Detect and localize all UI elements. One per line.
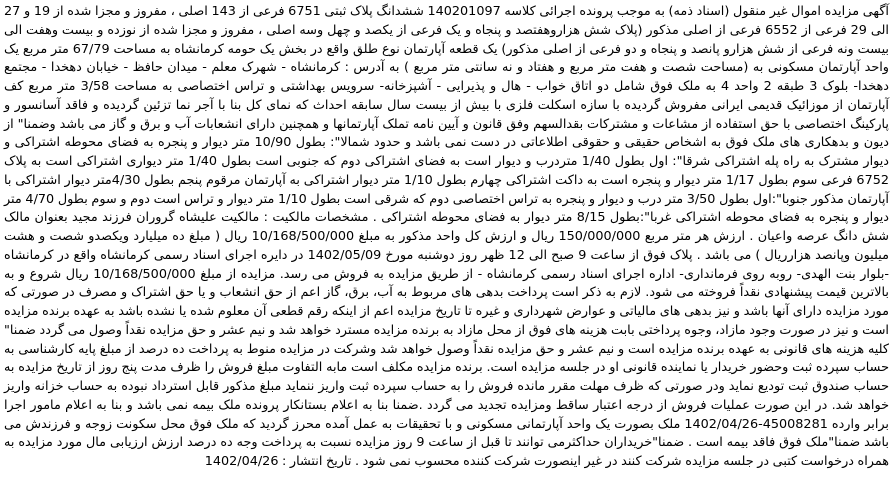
notice-body-text: آگهی مزایده اموال غیر منقول (اسناد ذمه) به موجب پرونده اجرائی کلاسه 140201097 ششدانگ پلاک ثبتی 6751 فرعی از 143 اصلی ، مفروز و مجزا شده از 19 و 27 الی 29 فرعی از 6552 فرعی از اصلی مذکور (پلاک شش هزاروهفتصد و پنجاه و یک فرعی از یکصد و چهل وسه اصلی ، مفروز و مجزا شده از نوزده و بیست وهفت الی بیست ونه فرعی از شش هزارو پانصد و پنجاه و دو فرعی از اصلی مذکور) یک قطعه آپارتمان نوع طلق واقع در بخش یک حومه کرمانشاه به مساحت 67/79 متر مربع یک واحد آپارتمان مسکونی به (مساحت شصت و هفت متر مربع و هفتاد و نه سانتی متر مربع ) به آدرس : کرمانشاه - شهرک معلم - میدان حافظ - خیابان دهخدا - مجتمع دهخدا- بلوک 3 طبقه 2 واحد 4 به ملک فوق شامل دو اتاق خواب - هال و پذیرایی - آشپزخانه- سرویس بهداشتی و تراس اختصاصی به مساحت 3/58 متر مربع کف آپارتمان از موزائیک قدیمی ایرانی مفروش گردیده با سازه اسکلت فلزی با بیش از بیست سال سابقه احداث که نمای کل بنا با آجر نما تزئین گردیده و فاقد آسانسور و پارکینگ اختصاصی با حق استفاده از مشاعات و مشترکات بقدالسهم وفق قانون و آیین نامه تملک آپارتمانها و همچنین دارای انشعابات آب و برق و گاز می باشد وضمنا" از دیون و بدهکاری های ملک فوق به اشخاص حقیقی و حقوقی اطلاعاتی در دست نمی باشد و حدود شمالا": بطول 10/90 متر دیوار و پنجره به فضای محوطه اشتراکی و دیوار مشترک به راه پله اشتراکی شرقا": اول بطول 1/40 متردرب و دیوار است به فضای اشتراکی دوم که جنوبی است بطول 1/40 متر دیواری اشتراکی است به پلاک 6752 فرعی سوم بطول 1/17 متر دیوار و پنجره است به داکت اشتراکی چهارم بطول 1/10 متر دیوار اشتراکی به آپارتمان مرقوم پنجم بطول 4/30متر دیوار اشتراکی با آپارتمان مذکور جنوبا":اول بطول 3/50 متر درب و دیوار و پنجره به تراس اختصاصی دوم که شرقی است بطول 1/10 متر دیوار و تراس است دوم و سوم بطول 4/70 متر دیوار و پنجره به فضای محوطه اشتراکی غربا":بطول 8/15 متر دیوار به فضای محوطه اشتراکی . مشخصات مالکیت : مالکیت علیشاه گروران فرزند مجید بعنوان مالک شش دانگ عرصه واعیان . ارزش هر متر مربع 150/000/000 ریال و ارزش کل واحد مذکور به مبلغ 10/168/500/000 ریال ( مبلغ ده میلیارد ویکصدو شصت و هشت میلیون وپانصد هزارریال ) می باشد . پلاک فوق از ساعت 9 صبح الی 12 ظهر روز دوشنبه مورخ 1402/05/09 در دایره اجرای اسناد رسمی کرمانشاه واقع در کرمانشاه -بلوار بنت الهدی- روبه روی فرمانداری- اداره اجرای اسناد رسمی کرمانشاه - از طریق مزایده به فروش می رسد. مزایده از مبلغ 10/168/500/000 ریال شروع و به بالاترین قیمت پیشنهادی نقداً فروخته می شود. لازم به ذکر است پرداخت بدهی های مربوط به آب، برق، گاز اعم از حق انشعاب و یا حق اشتراک و مصرف در صورتی که مورد مزایده دارای آنها باشد و نیز بدهی های مالیاتی و عوارض شهرداری و غیره تا تاریخ مزایده اعم از اینکه رقم قطعی آن معلوم شده یا نشده باشد به عهده برنده مزایده است و نیز در صورت وجود مازاد، وجوه پرداختی بابت هزینه های فوق از محل مازاد به برنده مزایده مسترد خواهد شد و نیم عشر و حق مزایده نقداً وصول می گردد ضمنا" کلیه هزینه های قانونی به عهده برنده مزایده است و نیم عشر و حق مزایده نقداً وصول خواهد شد وشرکت در مزایده منوط به پرداخت ده درصد از مبلغ پایه کارشناسی به حساب سپرده ثبت وحضور خریدار یا نماینده قانونی او در جلسه مزایده است. برنده مزایده مکلف است مابه التفاوت مبلغ فروش را ظرف مدت پنج روز از تاریخ مزایده به حساب صندوق ثبت تودیع نماید ودر صورتی که ظرف مهلت مقرر مانده فروش را به حساب سپرده ثبت واریز ننماید مبلغ مذکور قابل استرداد نبوده به حساب خزانه واریز خواهد شد. در این صورت عملیات فروش از درجه اعتبار ساقط ومزایده تجدید می گردد .ضمنا بنا به اعلام بستانکار پرونده ملک بیمه نمی باشد و بنا به اعلام مامور اجرا برابر وارده 45008281-1402/04/26 ملک بصورت یک واحد آپارتمانی مسکونی و با تحقیقات به عمل آمده محرز گردید که ملک فوق محل سکونت زوجه و فرزندش می باشد ضمنا"ملک فوق فاقد بیمه است . ضمنا"خریداران حداکثرمی توانند تا قبل از ساعت 9 روز مزایده نسبت به پرداخت وجه ده درصد ارزش ارزیابی مال مورد مزایده به همراه درخواست کتبی در جلسه مزایده شرکت کنند در غیر اینصورت شرکت کننده محسوب نمی شود . تاریخ انتشار : 1402/04/26 xyxy=(4,4,890,469)
